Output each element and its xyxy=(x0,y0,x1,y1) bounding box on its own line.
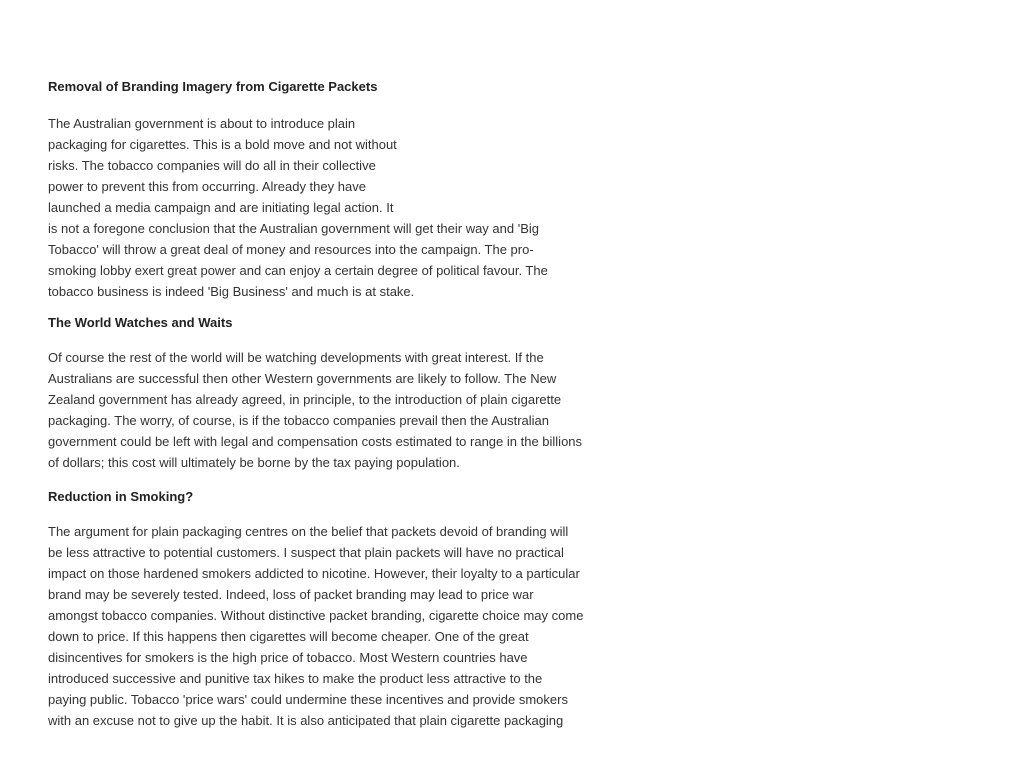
paragraph-line: Australians are successful then other Western governments are likely to follow. The New xyxy=(48,371,557,386)
paragraph-line: The argument for plain packaging centres on the belief that packets devoid of branding will xyxy=(48,524,569,539)
paragraph-line: smoking lobby exert great power and can enjoy a certain degree of political favour. The xyxy=(48,263,548,278)
section-heading-world-watches: The World Watches and Waits xyxy=(48,315,233,330)
paragraph-line: Tobacco' will throw a great deal of money and resources into the campaign. The pro- xyxy=(48,242,534,257)
paragraph-line: with an excuse not to give up the habit. It is also anticipated that plain cigarette packaging xyxy=(48,713,564,728)
paragraph-line: risks. The tobacco companies will do all in their collective xyxy=(48,158,376,173)
paragraph-line: is not a foregone conclusion that the Australian government will get their way and 'Big xyxy=(48,221,539,236)
paragraph-line: be less attractive to potential customers. I suspect that plain packets will have no practical xyxy=(48,545,564,560)
paragraph-line: packaging. The worry, of course, is if the tobacco companies prevail then the Australian xyxy=(48,413,550,428)
paragraph-line: introduced successive and punitive tax hikes to make the product less attractive to the xyxy=(48,671,543,686)
paragraph-line: impact on those hardened smokers addicted to nicotine. However, their loyalty to a particular xyxy=(48,566,580,581)
paragraph-line: paying public. Tobacco 'price wars' could undermine these incentives and provide smokers xyxy=(48,692,568,707)
article xyxy=(48,78,648,731)
section-paragraph-reduction xyxy=(48,521,648,731)
paragraph-line: launched a media campaign and are initiating legal action. It xyxy=(48,200,394,215)
paragraph-line: government could be left with legal and compensation costs estimated to range in the billions xyxy=(48,434,583,449)
paragraph-line: disincentives for smokers is the high price of tobacco. Most Western countries have xyxy=(48,650,528,665)
paragraph-line: Zealand government has already agreed, in principle, to the introduction of plain cigarette xyxy=(48,392,562,407)
paragraph-line: amongst tobacco companies. Without distinctive packet branding, cigarette choice may come xyxy=(48,608,584,623)
section-paragraph-branding xyxy=(48,113,648,302)
section-paragraph-world-watches xyxy=(48,347,648,473)
section-heading-reduction: Reduction in Smoking? xyxy=(48,489,194,504)
paragraph-line: tobacco business is indeed 'Big Business' and much is at stake. xyxy=(48,284,415,299)
paragraph-line: Of course the rest of the world will be watching developments with great interest. If the xyxy=(48,350,544,365)
paragraph-line: power to prevent this from occurring. Already they have xyxy=(48,179,366,194)
paragraph-line: The Australian government is about to introduce plain xyxy=(48,116,356,131)
paragraph-line: of dollars; this cost will ultimately be borne by the tax paying population. xyxy=(48,455,460,470)
section-heading-branding: Removal of Branding Imagery from Cigarette Packets xyxy=(48,79,378,94)
paragraph-line: down to price. If this happens then cigarettes will become cheaper. One of the great xyxy=(48,629,529,644)
paragraph-line: packaging for cigarettes. This is a bold move and not without xyxy=(48,137,397,152)
paragraph-line: brand may be severely tested. Indeed, loss of packet branding may lead to price war xyxy=(48,587,534,602)
